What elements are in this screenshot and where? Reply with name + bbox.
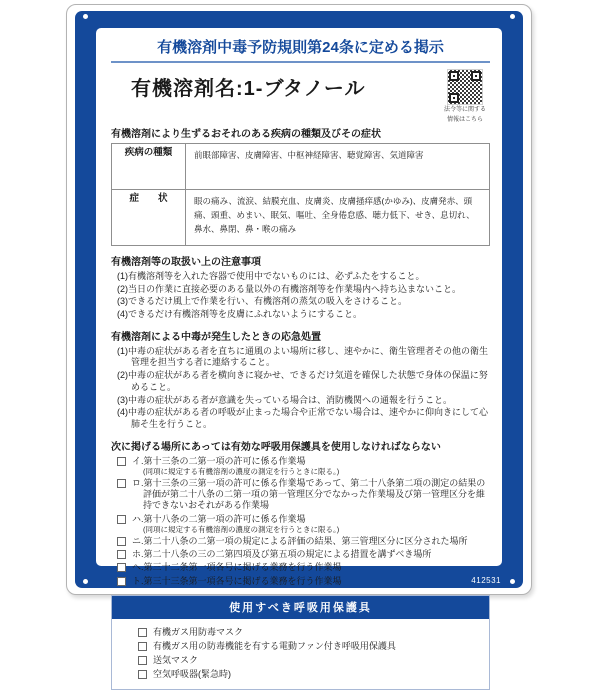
handling-section-title: 有機溶剤等の取扱い上の注意事項 — [111, 257, 261, 268]
handling-item: (2)当日の作業に直接必要のある量以外の有機溶剤等を作業場内へ持ち込まないこと。 — [117, 283, 462, 294]
checkbox[interactable] — [138, 656, 147, 665]
symptom-value: 眼の痛み、流涙、結膜充血、皮膚炎、皮膚掻痒感(かゆみ)、皮膚発赤、頭痛、頭重、めまい、眠気、嘔吐、全身倦怠感、聴力低下、せき、息切れ、鼻水、鼻閉、鼻・喉の痛み — [186, 190, 490, 246]
protective-equipment-box — [111, 595, 490, 690]
equipment-label: 空気呼吸器(緊急時) — [153, 668, 231, 679]
mounting-hole-top-right — [510, 14, 515, 19]
mounting-hole-bottom-left — [83, 579, 88, 584]
workplace-checkbox-item — [117, 456, 490, 476]
checkbox[interactable] — [117, 577, 126, 586]
equipment-checkbox-item — [138, 669, 481, 680]
workplace-checkbox-item — [117, 576, 490, 587]
product-code: 412531 — [471, 576, 501, 585]
handling-item: (3)できるだけ風上で作業を行い、有機溶剤の蒸気の吸入をさけること。 — [117, 296, 408, 307]
workplace-checkbox-item — [117, 549, 490, 560]
workplace-label: イ.第十三条の二第一項の許可に係る作業場 — [132, 455, 306, 466]
equipment-checkbox-item — [138, 641, 481, 652]
workplace-checkbox-item — [117, 536, 490, 547]
firstaid-item: (2)中毒の症状がある者を横向きに寝かせ、できるだけ気道を確保した状態で身体の保温に努めること。 — [117, 370, 488, 392]
mounting-hole-top-left — [83, 14, 88, 19]
workplace-note: (同項に規定する有機溶剤の濃度の測定を行うときに限る。) — [143, 466, 340, 476]
respirator-required-list — [117, 456, 490, 587]
disease-section-title: 有機溶剤により生ずるおそれのある疾病の種類及びその症状 — [111, 129, 381, 140]
solvent-name: 有機溶剤名:1-ブタノール — [131, 78, 366, 100]
disease-type-value: 前眼部障害、皮膚障害、中枢神経障害、聴覚障害、気道障害 — [186, 144, 490, 190]
checkbox[interactable] — [117, 550, 126, 559]
qr-caption-line1: 法令等に関する — [443, 107, 486, 113]
title-divider — [111, 61, 490, 63]
handling-item: (1)有機溶剤等を入れた容器で使用中でないものには、必ずふたをすること。 — [117, 271, 425, 281]
checkbox[interactable] — [138, 670, 147, 679]
safety-sign-plate — [66, 4, 532, 679]
workplace-checkbox-item — [117, 478, 490, 512]
workplace-label: ヘ.第三十二条第一項各号に掲げる業務を行う作業場 — [132, 562, 342, 573]
protective-equipment-header: 使用すべき呼吸用保護具 — [112, 596, 489, 619]
equipment-label: 有機ガス用の防毒機能を有する電動ファン付き呼吸用保護具 — [153, 641, 396, 652]
equipment-label: 有機ガス用防毒マスク — [153, 627, 244, 638]
workplace-label: ト.第三十三条第一項各号に掲げる業務を行う作業場 — [132, 575, 342, 586]
symptom-label: 症 状 — [112, 190, 186, 246]
qr-block — [442, 69, 488, 124]
protective-equipment-list — [112, 619, 489, 690]
checkbox[interactable] — [138, 628, 147, 637]
workplace-label: ニ.第二十八条の二第一項の規定による評価の結果、第三管理区分に区分された場所 — [132, 535, 468, 546]
workplace-checkbox-item — [117, 514, 490, 534]
firstaid-item: (1)中毒の症状がある者を直ちに通風のよい場所に移し、速やかに、衛生管理者その他の衛生管理を担当する者に連絡すること。 — [117, 345, 489, 368]
blue-frame — [75, 11, 523, 679]
firstaid-list — [117, 346, 490, 431]
workplace-note: (同項に規定する有機溶剤の濃度の測定を行うときに限る。) — [143, 524, 340, 534]
checkbox[interactable] — [117, 457, 126, 466]
handling-list — [117, 271, 490, 321]
equipment-checkbox-item — [138, 627, 481, 638]
disease-type-label: 疾病の種類 — [112, 144, 186, 190]
equipment-checkbox-item — [138, 655, 481, 666]
checkbox[interactable] — [117, 537, 126, 546]
workplace-label: ロ.第十三条の三第一項の許可に係る作業場であって、第二十八条第二項の測定の結果の評価が第二十八条の二第一項の第一管理区分でなかった作業場及び第一管理区分を維持できないおそれがある作業場 — [132, 477, 486, 511]
workplace-label: ハ.第十八条の二第一項の許可に係る作業場 — [132, 513, 306, 524]
handling-item: (4)できるだけ有機溶剤等を皮膚にふれないようにすること。 — [117, 309, 363, 320]
checkbox[interactable] — [117, 563, 126, 572]
firstaid-item: (3)中毒の症状がある者が意識を失っている場合は、消防機関への通報を行うこと。 — [117, 394, 453, 405]
equipment-label: 送気マスク — [153, 654, 199, 665]
qr-code-icon — [447, 69, 483, 105]
checkbox[interactable] — [117, 479, 126, 488]
respirator-required-section-title: 次に掲げる場所にあっては有効な呼吸用保護具を使用しなければならない — [111, 441, 441, 453]
checkbox[interactable] — [117, 515, 126, 524]
disease-table — [111, 143, 490, 246]
firstaid-section-title: 有機溶剤による中毒が発生したときの応急処置 — [111, 331, 321, 343]
mounting-hole-bottom-right — [510, 579, 515, 584]
qr-caption-line2: 情報はこちら — [446, 116, 483, 123]
checkbox[interactable] — [138, 642, 147, 651]
workplace-checkbox-item — [117, 562, 490, 573]
workplace-label: ホ.第二十八条の三の二第四項及び第五項の規定による措置を講ずべき場所 — [132, 549, 432, 560]
firstaid-item: (4)中毒の症状がある者の呼吸が止まった場合や正常でない場合は、速やかに仰向きにして心肺そ生を行うこと。 — [117, 407, 489, 429]
regulation-title: 有機溶剤中毒予防規則第24条に定める掲示 — [157, 39, 444, 56]
